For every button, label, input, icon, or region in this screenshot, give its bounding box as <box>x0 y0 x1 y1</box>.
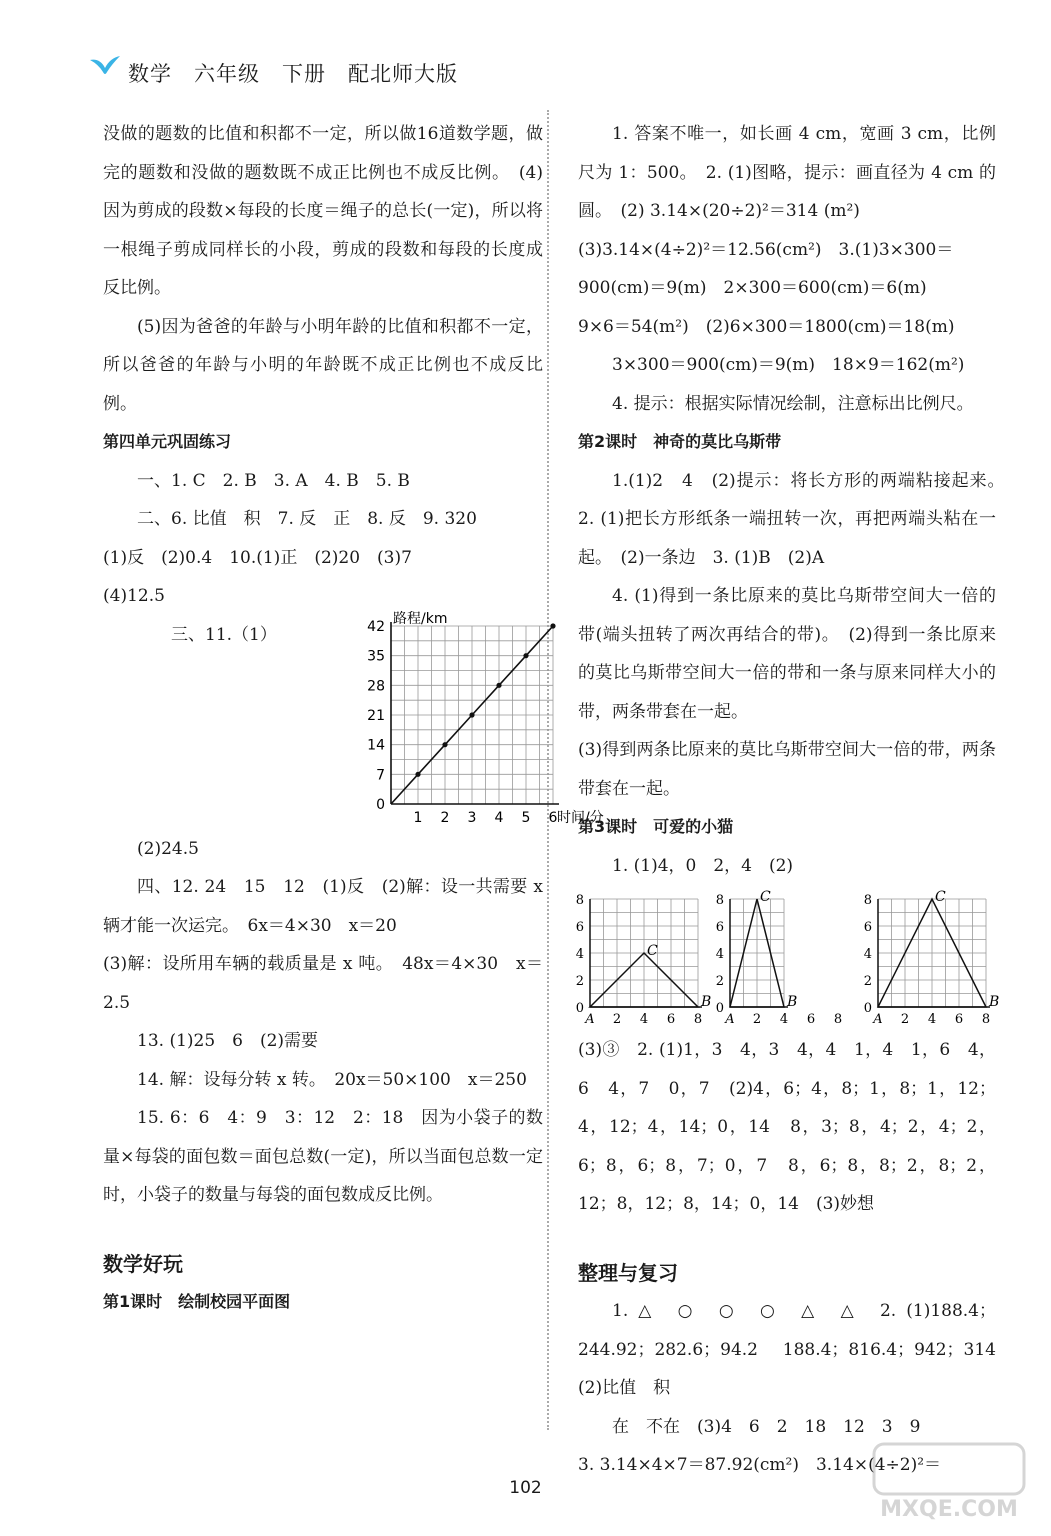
y-tick-label: 0 <box>715 1001 724 1016</box>
lesson-heading: 第3课时 可爱的小猫 <box>578 817 734 836</box>
x-tick-label: 3 <box>467 809 477 826</box>
bird-logo-icon <box>88 54 122 80</box>
x-tick-label: 2 <box>900 1012 910 1027</box>
book-title: 数学 六年级 下册 配北师大版 <box>128 62 458 86</box>
lesson-heading: 第2课时 神奇的莫比乌斯带 <box>578 432 782 451</box>
x-tick-label: 2 <box>612 1012 622 1027</box>
y-axis-label: 路程/km <box>393 610 448 627</box>
paragraph: 1. 答案不唯一，如长画 4 cm，宽画 3 cm，比例尺为 1：500。 2. (1)图略，提示：画直径为 4 cm 的圆。 (2) 3.14×(20÷2)²＝314 (m²) <box>578 124 996 221</box>
y-tick-label: 7 <box>376 766 385 783</box>
page-number: 102 <box>509 1478 542 1498</box>
section-heading: 数学好玩 <box>103 1251 183 1276</box>
paragraph: (3)解：设所用车辆的载质量是 x 吨。 48x＝4×30 x＝2.5 <box>103 954 543 1013</box>
paragraph: (3)③ 2. (1)1，3 4，3 4，4 1，4 1，6 4，6 4，7 0，7 (2)4，6；4，8；1，8；1，12；4，12；4，14；0，14 8，3；8，4；2，4；2，6；8，6；8，7；0，7 8，6；8，8；2，8；2，12；8，12；8，14；0，14 (3)妙想 <box>578 1040 996 1214</box>
answer-line: 9×6＝54(m²) (2)6×300＝1800(cm)＝18(m) <box>578 316 955 337</box>
triangle-graph <box>858 889 998 1027</box>
x-tick-label: 6 <box>806 1012 816 1027</box>
vertex-label: C <box>935 889 946 905</box>
vertex-label: B <box>989 994 1000 1010</box>
watermark-logo <box>870 1440 1030 1528</box>
vertex-label: C <box>647 943 658 959</box>
y-tick-label: 14 <box>367 737 385 754</box>
data-point <box>496 682 501 687</box>
lesson-heading: 第1课时 绘制校园平面图 <box>103 1292 291 1311</box>
x-tick-label: 4 <box>494 809 504 826</box>
column-divider <box>547 110 549 1430</box>
svg-text:MXQE.COM: MXQE.COM <box>880 1497 1018 1522</box>
answer-line: 一、1. C 2. B 3. A 4. B 5. B <box>137 470 410 491</box>
x-tick-label: 6 <box>666 1012 676 1027</box>
answer-line: 13. (1)25 6 (2)需要 <box>137 1031 319 1051</box>
answer-line: (3)3.14×(4÷2)²＝12.56(cm²) 3.(1)3×300＝ <box>578 239 954 260</box>
answer-line: 3×300＝900(cm)＝9(m) 18×9＝162(m²) <box>612 355 965 375</box>
x-tick-label: 8 <box>833 1012 843 1027</box>
paragraph: (3)得到两条比原来的莫比乌斯带空间大一倍的带，两条带套在一起。 <box>578 740 996 799</box>
x-tick-label: A <box>585 1012 595 1027</box>
data-point <box>415 771 420 776</box>
y-tick-label: 4 <box>863 947 872 962</box>
distance-time-graph <box>253 610 604 830</box>
graph-question-label: 三、11.（1） <box>171 624 277 645</box>
x-tick-label: A <box>873 1012 883 1027</box>
triangle-graph <box>570 889 710 1027</box>
x-tick-label: 4 <box>779 1012 789 1027</box>
paragraph: 4. (1)得到一条比原来的莫比乌斯带空间大一倍的带(端头扭转了两次再结合的带)。 (2)得到一条比原来的莫比乌斯带空间大一倍的带和一条与原来同样大小的带，两条带套在一起。 <box>578 586 996 722</box>
section-heading: 第四单元巩固练习 <box>103 432 232 451</box>
paragraph: (5)因为爸爸的年龄与小明年龄的比值和积都不一定，所以爸爸的年龄与小明的年龄既不成正比例也不成反比例。 <box>103 316 543 414</box>
vertex-label: B <box>787 994 798 1010</box>
y-tick-label: 2 <box>863 974 872 989</box>
spacer <box>578 1224 996 1254</box>
answer-line: 4. 提示：根据实际情况绘制，注意标出比例尺。 <box>612 393 974 414</box>
x-tick-label: 2 <box>440 809 450 826</box>
spacer <box>103 1215 543 1245</box>
y-tick-label: 0 <box>376 796 385 813</box>
section-heading: 整理与复习 <box>578 1260 678 1285</box>
y-tick-label: 6 <box>863 920 872 935</box>
graph-block <box>103 610 604 830</box>
paragraph: 1.(1)2 4 (2)提示：将长方形的两端粘接起来。 2. (1)把长方形纸条一端扭转一次，再把两端头粘在一起。 (2)一条边 3. (1)B (2)A <box>578 470 1013 568</box>
x-tick-label: 4 <box>927 1012 937 1027</box>
y-tick-label: 4 <box>715 947 724 962</box>
right-column <box>575 115 1013 1485</box>
x-tick-label: A <box>725 1012 735 1027</box>
x-tick-label: 2 <box>752 1012 762 1027</box>
x-tick-label: 6 <box>548 809 558 826</box>
x-axis-label: 时间/分 <box>557 809 604 826</box>
answer-line: 3. 3.14×4×7＝87.92(cm²) 3.14×(4÷2)²＝ <box>578 1455 942 1475</box>
y-tick-label: 21 <box>367 707 385 724</box>
triangle-figures <box>570 889 1000 1027</box>
y-tick-label: 4 <box>575 947 584 962</box>
answer-line: 在 不在 (3)4 6 2 18 12 3 9 <box>612 1416 921 1437</box>
y-tick-label: 28 <box>367 677 385 694</box>
paragraph: 没做的题数的比值和积都不一定，所以做16道数学题，做完的题数和没做的题数既不成正比例也不成反比例。 (4)因为剪成的段数×每段的长度＝绳子的总长(一定)，所以将一根绳子剪成同样长的小段，剪成的段数和每段的长度成反比例。 <box>103 124 543 298</box>
y-tick-label: 42 <box>367 618 385 635</box>
paragraph: 四、12. 24 15 12 (1)反 (2)解：设一共需要 x 辆才能一次运完。 6x＝4×30 x＝20 <box>103 877 543 936</box>
y-tick-label: 6 <box>575 920 584 935</box>
data-point <box>550 623 555 628</box>
paragraph: 14. 解：设每分转 x 转。 20x＝50×100 x＝250 <box>137 1069 527 1090</box>
data-point <box>442 742 447 747</box>
answer-line: (1)反 (2)0.4 10.(1)正 (2)20 (3)7 <box>103 547 412 568</box>
x-tick-label: 4 <box>639 1012 649 1027</box>
y-tick-label: 35 <box>367 648 385 665</box>
page-header <box>88 52 588 92</box>
data-point <box>523 653 528 658</box>
paragraph: 15. 6：6 4：9 3：12 2：18 因为小袋子的数量×每袋的面包数＝面包总数(一定)，所以当面包总数一定时，小袋子的数量与每袋的面包数成反比例。 <box>103 1108 543 1205</box>
y-tick-label: 8 <box>575 893 584 908</box>
y-tick-label: 0 <box>863 1001 872 1016</box>
answer-line: 二、6. 比值 积 7. 反 正 8. 反 9. 320 <box>137 509 477 529</box>
answer-line: (4)12.5 <box>103 586 165 606</box>
x-tick-label: 5 <box>521 809 531 826</box>
x-tick-label: 6 <box>954 1012 964 1027</box>
vertex-label: B <box>701 994 712 1010</box>
answer-line: 900(cm)＝9(m) 2×300＝600(cm)＝6(m) <box>578 278 927 298</box>
answer-line: 1. (1)4，0 2，4 (2) <box>612 855 794 876</box>
y-tick-label: 0 <box>575 1001 584 1016</box>
triangle-graph <box>710 889 850 1027</box>
x-tick-label: 8 <box>981 1012 991 1027</box>
x-tick-label: 8 <box>693 1012 703 1027</box>
y-tick-label: 6 <box>715 920 724 935</box>
data-point <box>469 712 474 717</box>
left-column <box>103 115 604 1322</box>
answer-line: (2)24.5 <box>137 838 199 859</box>
y-tick-label: 8 <box>715 893 724 908</box>
y-tick-label: 8 <box>863 893 872 908</box>
x-tick-label: 1 <box>413 809 423 826</box>
y-tick-label: 2 <box>575 974 584 989</box>
vertex-label: C <box>760 889 771 905</box>
y-tick-label: 2 <box>715 974 724 989</box>
paragraph: 1. △ ○ ○ ○ △ △ 2. (1)188.4；244.92；282.6；94.2 188.4；816.4；942；314 (2)比值 积 <box>578 1301 1013 1398</box>
